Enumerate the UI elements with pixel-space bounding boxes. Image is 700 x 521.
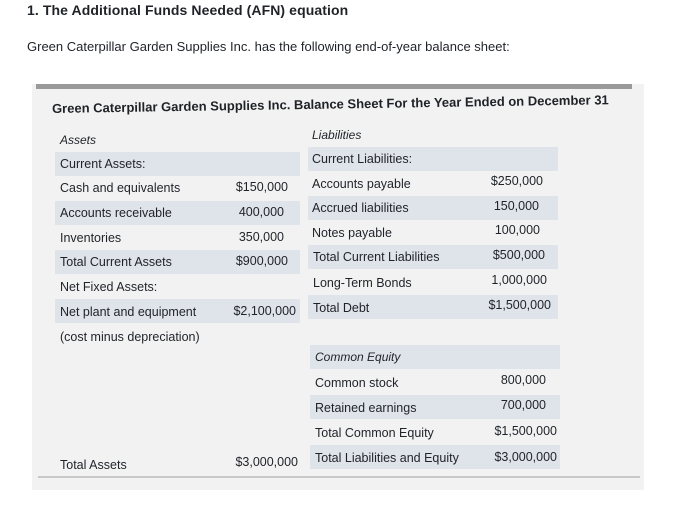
total-common-equity-value: $1,500,000 <box>494 424 557 438</box>
bottom-rule <box>38 476 640 478</box>
balance-sheet-title: Green Caterpillar Garden Supplies Inc. Balance Sheet For the Year Ended on December 31 <box>51 92 609 116</box>
total-assets-value: $3,000,000 <box>235 455 298 469</box>
notes-value: 100,000 <box>494 223 540 237</box>
retained-earnings-value: 700,000 <box>500 398 546 412</box>
total-debt-value: $1,500,000 <box>488 298 551 312</box>
common-stock-value: 800,000 <box>500 373 546 387</box>
notes-label: Notes payable <box>312 226 392 240</box>
common-stock-label: Common stock <box>315 376 399 390</box>
inventories-label: Inventories <box>60 231 122 245</box>
current-assets-label: Current Assets: <box>60 157 146 171</box>
total-liabilities-equity-label: Total Liabilities and Equity <box>315 451 459 465</box>
intro-text: Green Caterpillar Garden Supplies Inc. has the following end-of-year balance sheet: <box>27 39 510 54</box>
bonds-label: Long-Term Bonds <box>313 276 412 290</box>
total-current-assets-value: $900,000 <box>235 254 288 268</box>
total-current-assets-label: Total Current Assets <box>60 255 172 269</box>
liabilities-header: Liabilities <box>312 128 362 142</box>
accrued-label: Accrued liabilities <box>312 201 409 215</box>
question-title: 1. The Additional Funds Needed (AFN) equation <box>27 2 349 18</box>
payable-value: $250,000 <box>490 174 543 188</box>
assets-header: Assets <box>60 133 97 147</box>
retained-earnings-label: Retained earnings <box>315 401 417 415</box>
total-current-liabilities-value: $500,000 <box>492 248 545 262</box>
top-rule <box>36 84 632 89</box>
payable-label: Accounts payable <box>312 177 411 191</box>
net-fixed-assets-label: Net Fixed Assets: <box>60 280 158 294</box>
total-current-liabilities-label: Total Current Liabilities <box>313 250 440 264</box>
plant-label: Net plant and equipment <box>60 305 197 319</box>
cash-value: $150,000 <box>235 180 288 194</box>
inventories-value: 350,000 <box>238 230 284 244</box>
plant-value: $2,100,000 <box>233 304 296 318</box>
current-liabilities-label: Current Liabilities: <box>312 152 413 166</box>
accrued-value: 150,000 <box>493 199 539 213</box>
total-debt-label: Total Debt <box>313 301 370 315</box>
total-assets-label: Total Assets <box>60 458 127 472</box>
receivable-value: 400,000 <box>238 205 284 219</box>
bonds-value: 1,000,000 <box>491 273 547 287</box>
total-liabilities-equity-value: $3,000,000 <box>494 450 557 464</box>
total-common-equity-label: Total Common Equity <box>315 426 434 440</box>
common-equity-header: Common Equity <box>315 350 401 364</box>
cash-label: Cash and equivalents <box>60 181 181 195</box>
plant-note: (cost minus depreciation) <box>60 330 200 344</box>
receivable-label: Accounts receivable <box>60 206 172 220</box>
